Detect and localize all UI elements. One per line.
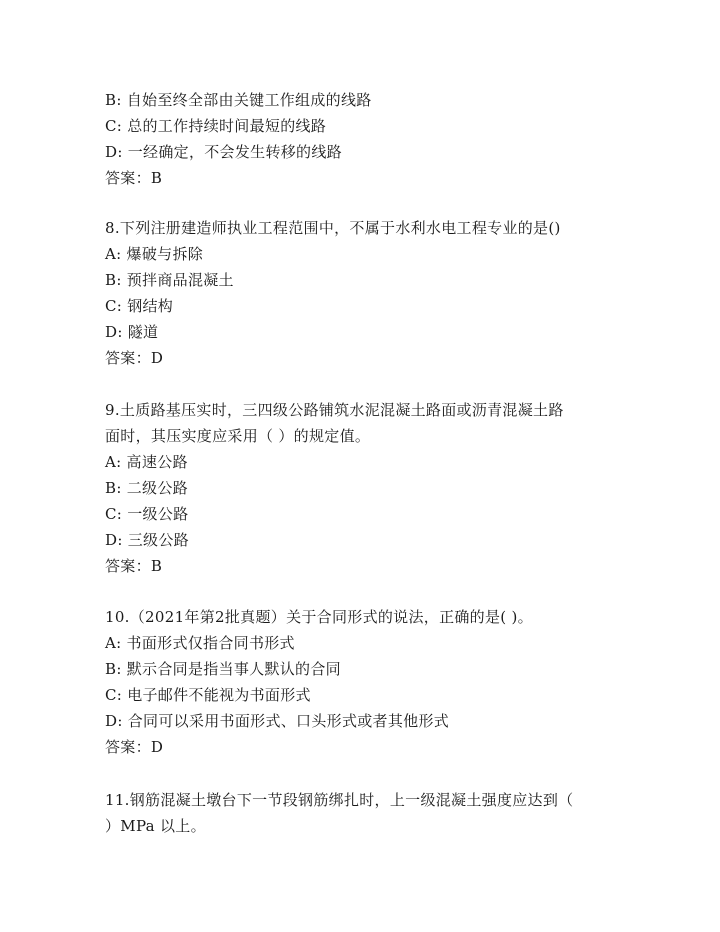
option-d: D: 隧道	[105, 323, 159, 341]
answer: 答案：B	[105, 557, 163, 575]
option-b: B: 默示合同是指当事人默认的合同	[105, 660, 341, 678]
question-9-stem-line-2: 面时，其压实度应采用（ ）的规定值。	[105, 427, 371, 445]
question-9-stem-line-1: 9.土质路基压实时，三四级公路铺筑水泥混凝土路面或沥青混凝土路	[105, 401, 564, 419]
option-a: A: 书面形式仅指合同书形式	[105, 634, 295, 652]
option-c: C: 钢结构	[105, 297, 174, 315]
option-c: C: 电子邮件不能视为书面形式	[105, 686, 311, 704]
question-8-stem: 8.下列注册建造师执业工程范围中，不属于水利水电工程专业的是()	[105, 219, 561, 237]
option-c: C: 一级公路	[105, 505, 189, 523]
answer: 答案：B	[105, 169, 163, 187]
option-d: D: 三级公路	[105, 531, 189, 549]
option-a: A: 爆破与拆除	[105, 245, 204, 263]
option-c: C: 总的工作持续时间最短的线路	[105, 117, 327, 135]
option-d: D: 合同可以采用书面形式、口头形式或者其他形式	[105, 712, 450, 730]
option-b: B: 预拌商品混凝土	[105, 271, 234, 289]
option-b: B: 自始至终全部由关键工作组成的线路	[105, 91, 372, 109]
option-a: A: 高速公路	[105, 453, 188, 471]
question-11-stem-line-2: ）MPa 以上。	[105, 817, 206, 835]
question-10-stem: 10.（2021年第2批真题）关于合同形式的说法，正确的是( )。	[105, 608, 533, 626]
option-b: B: 二级公路	[105, 479, 188, 497]
answer: 答案：D	[105, 349, 164, 367]
answer: 答案：D	[105, 738, 164, 756]
option-d: D: 一经确定，不会发生转移的线路	[105, 143, 342, 161]
question-11-stem-line-1: 11.钢筋混凝土墩台下一节段钢筋绑扎时，上一级混凝土强度应达到（	[105, 791, 574, 809]
